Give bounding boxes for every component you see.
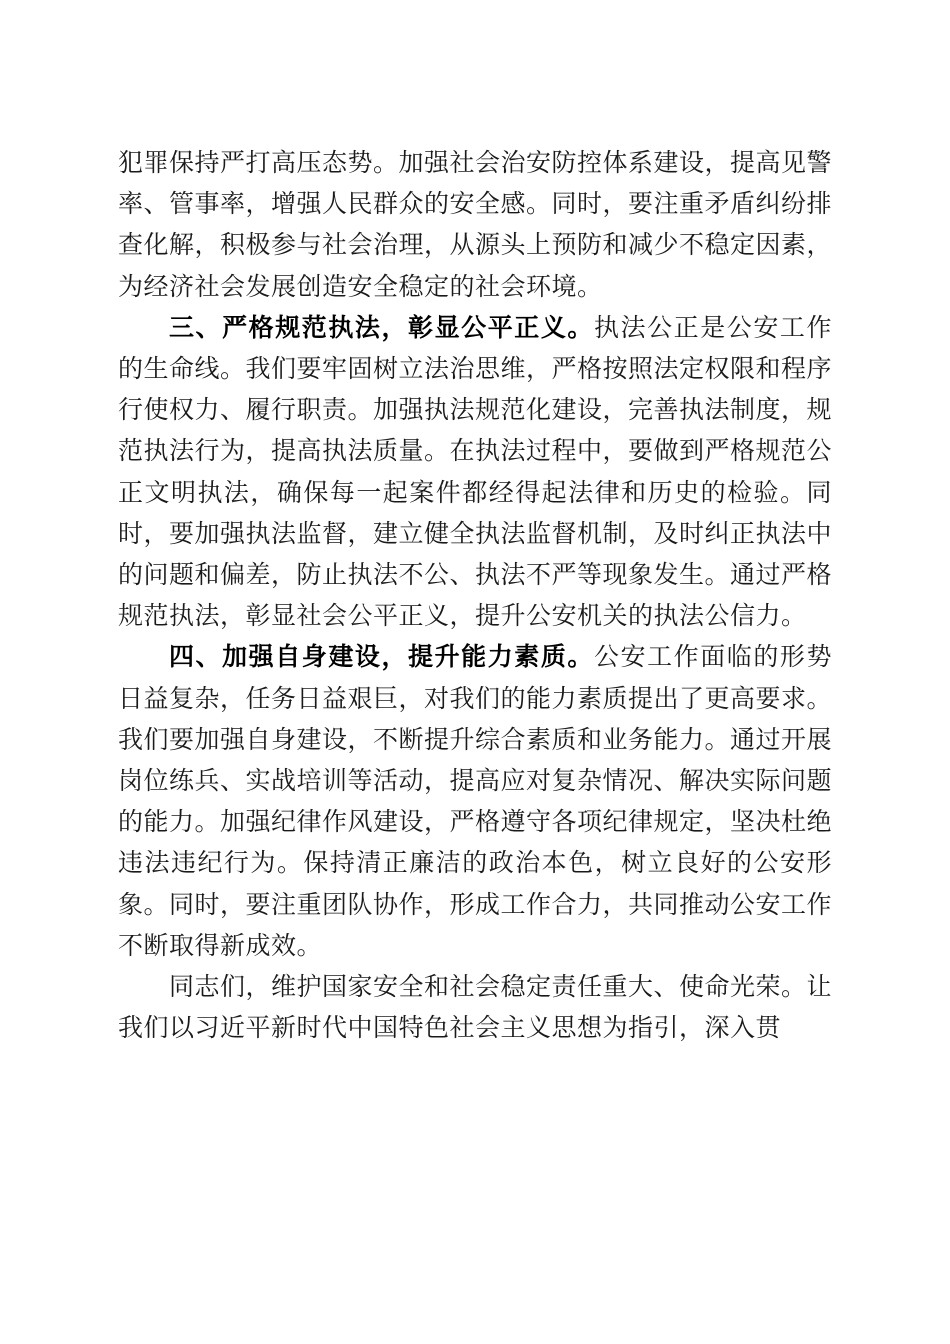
paragraph-section-four xyxy=(118,636,832,966)
section-heading: 三、严格规范执法，彰显公平正义。 xyxy=(169,312,594,342)
paragraph-body: 犯罪保持严打高压态势。加强社会治安防控体系建设，提高见警率、管事率，增强人民群众的安全感。同时，要注重矛盾纠纷排查化解，积极参与社会治理，从源头上预防和减少不稳定因素，为经济社会发展创造安全稳定的社会环境。 xyxy=(118,148,833,301)
paragraph-section-three xyxy=(118,307,832,637)
section-heading: 四、加强自身建设，提升能力素质。 xyxy=(169,642,594,672)
paragraph-closing xyxy=(118,966,832,1048)
paragraph-body: 公安工作面临的形势日益复杂，任务日益艰巨，对我们的能力素质提出了更高要求。我们要加强自身建设，不断提升综合素质和业务能力。通过开展岗位练兵、实战培训等活动，提高应对复杂情况、解决实际问题的能力。加强纪律作风建设，严格遵守各项纪律规定，坚决杜绝违法违纪行为。保持清正廉洁的政治本色，树立良好的公安形象。同时，要注重团队协作，形成工作合力，共同推动公安工作不断取得新成效。 xyxy=(118,642,833,960)
paragraph-body: 执法公正是公安工作的生命线。我们要牢固树立法治思维，严格按照法定权限和程序行使权力、履行职责。加强执法规范化建设，完善执法制度，规范执法行为，提高执法质量。在执法过程中，要做到严格规范公正文明执法，确保每一起案件都经得起法律和历史的检验。同时，要加强执法监督，建立健全执法监督机制，及时纠正执法中的问题和偏差，防止执法不公、执法不严等现象发生。通过严格规范执法，彰显社会公平正义，提升公安机关的执法公信力。 xyxy=(118,312,833,631)
paragraph-continuation xyxy=(118,142,832,307)
paragraph-body: 同志们，维护国家安全和社会稳定责任重大、使命光荣。让我们以习近平新时代中国特色社会主义思想为指引，深入贯 xyxy=(118,972,833,1043)
document-body xyxy=(118,142,832,1048)
